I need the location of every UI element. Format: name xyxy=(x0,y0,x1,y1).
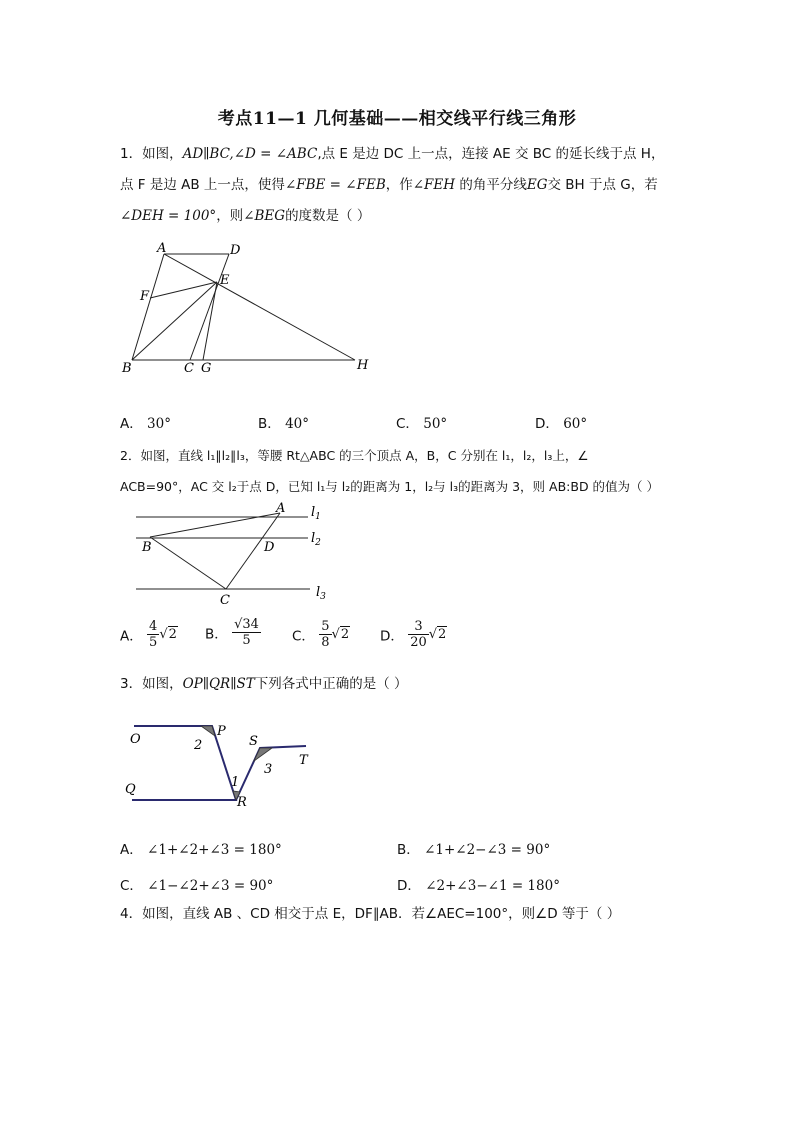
q3-label-Q: Q xyxy=(125,782,136,797)
q1-text-line1: 1．如图，AD∥BC,∠D = ∠ABC,点 E 是边 DC 上一点，连接 AE 交 BC 的延长线于点 H， xyxy=(120,146,665,162)
q3-figure xyxy=(122,712,322,812)
q2-label-A: A xyxy=(276,501,286,516)
q1-label-D: D xyxy=(230,243,241,258)
q3-label-1: 1 xyxy=(231,775,240,790)
q1-label-E: E xyxy=(220,273,230,288)
q2-figure xyxy=(128,500,338,608)
q2-label-l2: $l_2$ xyxy=(311,531,321,548)
q1-option-c: C． 50° xyxy=(396,416,448,432)
q2-text-line2: ACB=90°，AC 交 l₂于点 D，已知 l₁与 l₂的距离为 1，l₂与 l₃的距离为 3，则 AB:BD 的值为（ ） xyxy=(120,479,660,494)
q1-option-d: D． 60° xyxy=(535,416,588,432)
page-title: 考点11—1 几何基础——相交线平行线三角形 xyxy=(217,109,577,129)
q3-text-line1: 3．如图，OP∥QR∥ST下列各式中正确的是（ ） xyxy=(120,676,408,692)
q1-label-G: G xyxy=(201,361,212,376)
q4-text-line1: 4．如图，直线 AB 、CD 相交于点 E，DF∥AB．若∠AEC=100°，则∠D 等于（ ） xyxy=(120,906,621,922)
q1-label-B: B xyxy=(122,361,132,376)
q3-label-3: 3 xyxy=(264,762,273,777)
q3-label-R: R xyxy=(237,795,247,810)
q2-option-a: A． $\frac{4}{5}$ √2 xyxy=(120,619,177,650)
q2-label-D: D xyxy=(264,540,275,555)
q3-label-2: 2 xyxy=(194,738,203,753)
q3-option-c: C． ∠1−∠2+∠3 = 90° xyxy=(120,878,274,894)
q3-angle-3-mark xyxy=(254,748,272,761)
q1-label-H: H xyxy=(357,358,369,373)
q3-option-a: A． ∠1+∠2+∠3 = 180° xyxy=(120,842,282,858)
q3-label-O: O xyxy=(130,732,141,747)
q2-option-c: C． $\frac{5}{8}$ √2 xyxy=(292,619,350,650)
q3-label-P: P xyxy=(217,724,226,739)
q2-label-B: B xyxy=(142,540,152,555)
q2-option-b: B． $\frac{√34}{5}$ xyxy=(205,617,259,648)
q1-label-A: A xyxy=(157,241,167,256)
q2-label-l1: $l_1$ xyxy=(311,505,321,522)
q3-option-b: B． ∠1+∠2−∠3 = 90° xyxy=(397,842,551,858)
q1-option-b: B． 40° xyxy=(258,416,309,432)
q1-option-a: A． 30° xyxy=(120,416,171,432)
q2-text-line1: 2．如图，直线 l₁∥l₂∥l₃，等腰 Rt△ABC 的三个顶点 A，B，C 分别在 l₁，l₂，l₃上，∠ xyxy=(120,448,589,463)
q2-label-C: C xyxy=(220,593,230,608)
q1-text-line3: ∠DEH = 100°，则∠BEG的度数是（ ） xyxy=(120,208,371,224)
q3-option-d: D． ∠2+∠3−∠1 = 180° xyxy=(397,878,560,894)
q2-label-l3: $l_3$ xyxy=(316,585,326,602)
q1-figure xyxy=(110,238,380,378)
q2-option-d: D． $\frac{3}{20}$ √2 xyxy=(380,619,447,650)
q3-label-S: S xyxy=(249,734,258,749)
q1-text-line2: 点 F 是边 AB 上一点，使得∠FBE = ∠FEB，作∠FEH 的角平分线EG交 BH 于点 G，若 xyxy=(120,177,658,193)
q1-label-C: C xyxy=(184,361,194,376)
q3-label-T: T xyxy=(299,753,308,768)
q1-label-F: F xyxy=(140,289,150,304)
